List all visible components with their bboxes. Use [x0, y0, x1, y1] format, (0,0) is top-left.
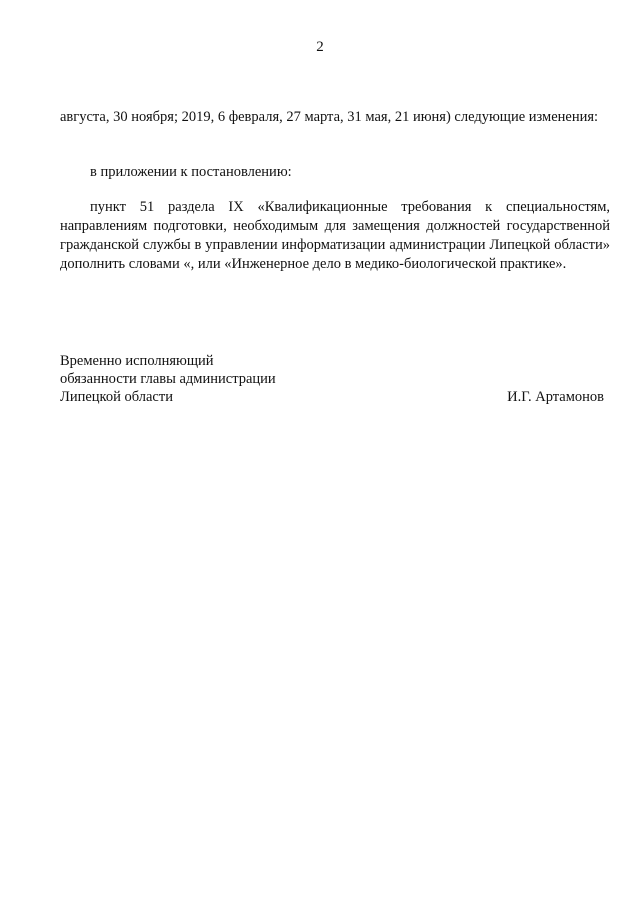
signature-title-line-1: Временно исполняющий [60, 353, 214, 369]
paragraph-amendment: пункт 51 раздела IX «Квалификационные требования к специальностям, направлениям подготовки, необходимым для замещения должностей государственной гражданской службы в управлении информатизации администрации Липецкой области» дополнить словами «, или «Инженерное дело в медико-биологической практике». [60, 199, 610, 272]
signature-block [60, 352, 610, 406]
signatory-name: И.Г. Артамонов [507, 389, 604, 405]
signature-title-line-3: Липецкой области [60, 389, 173, 405]
paragraph-continuation: августа, 30 ноября; 2019, 6 февраля, 27 марта, 31 мая, 21 июня) следующие изменения: [60, 109, 599, 125]
paragraph-appendix-intro: в приложении к постановлению: [90, 164, 292, 180]
page-number: 2 [316, 39, 324, 55]
signature-title-line-2: обязанности главы администрации [60, 371, 276, 387]
